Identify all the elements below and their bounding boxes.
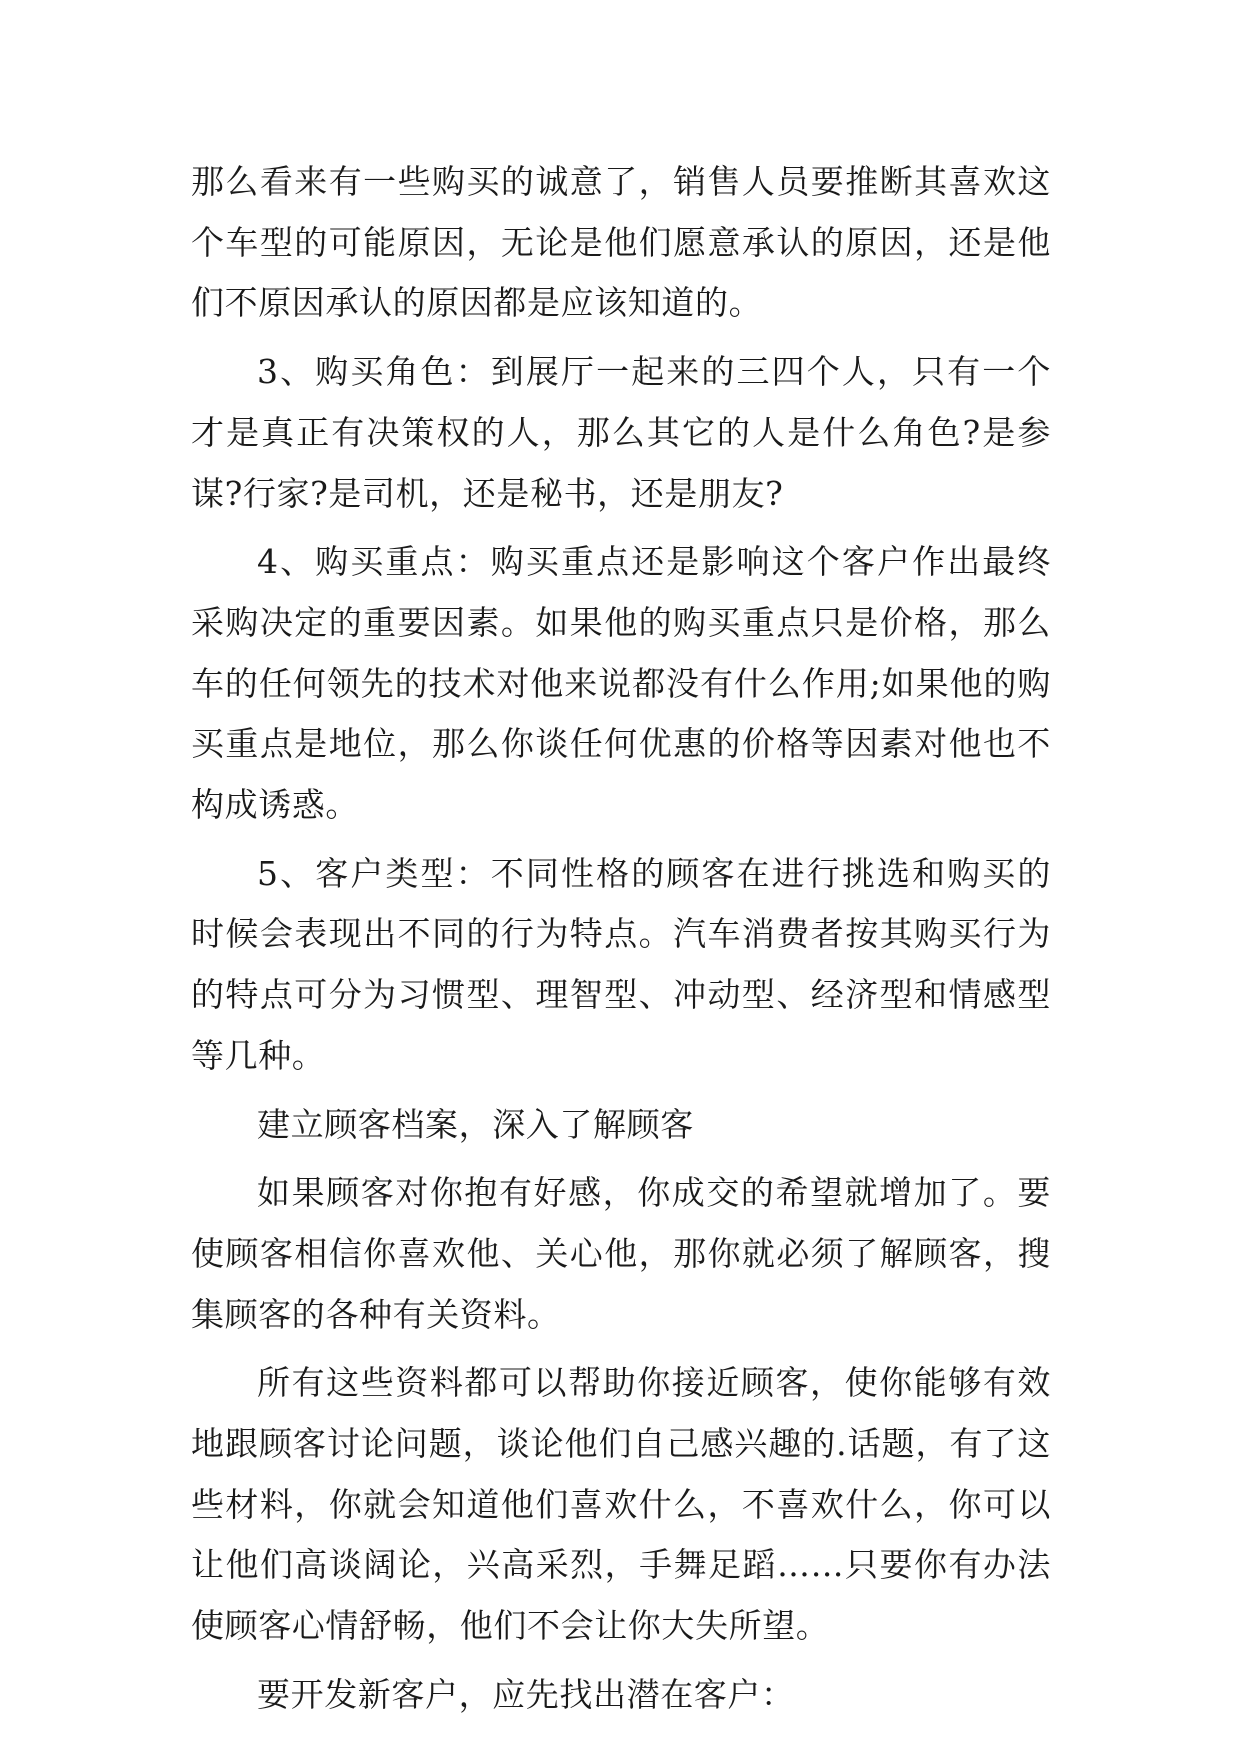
paragraph-new-customers: 要开发新客户，应先找出潜在客户：: [257, 1674, 795, 1714]
paragraph-purchase-focus: 4、购买重点：购买重点还是影响这个客户作出最终采购决定的重要因素。如果他的购买重点只是价格，那么车的任何领先的技术对他来说都没有什么作用;如果他的购买重点是地位，那么你谈任何优惠的价格等因素对他也不构成诱惑。: [191, 542, 1051, 825]
paragraph-customer-profile-heading: 建立顾客档案，深入了解顾客: [257, 1104, 694, 1144]
paragraph-purchase-role: 3、购买角色：到展厅一起来的三四个人，只有一个才是真正有决策权的人，那么其它的人是什么角色?是参谋?行家?是司机，还是秘书，还是朋友?: [191, 352, 1051, 513]
paragraph-customer-type: 5、客户类型：不同性格的顾客在进行挑选和购买的时候会表现出不同的行为特点。汽车消费者按其购买行为的特点可分为习惯型、理智型、冲动型、经济型和情感型等几种。: [191, 853, 1051, 1075]
paragraph-intro-continuation: 那么看来有一些购买的诚意了，销售人员要推断其喜欢这个车型的可能原因，无论是他们愿意承认的原因，还是他们不原因承认的原因都是应该知道的。: [191, 162, 1051, 323]
paragraph-customer-data-use: 所有这些资料都可以帮助你接近顾客，使你能够有效地跟顾客讨论问题，谈论他们自己感兴趣的.话题，有了这些材料，你就会知道他们喜欢什么，不喜欢什么，你可以让他们高谈阔论，兴高采烈，手舞足蹈……只要你有办法使顾客心情舒畅，他们不会让你大失所望。: [191, 1363, 1051, 1646]
paragraph-goodwill: 如果顾客对你抱有好感，你成交的希望就增加了。要使顾客相信你喜欢他、关心他，那你就必须了解顾客，搜集顾客的各种有关资料。: [191, 1173, 1051, 1334]
document-body: [191, 152, 1051, 1734]
